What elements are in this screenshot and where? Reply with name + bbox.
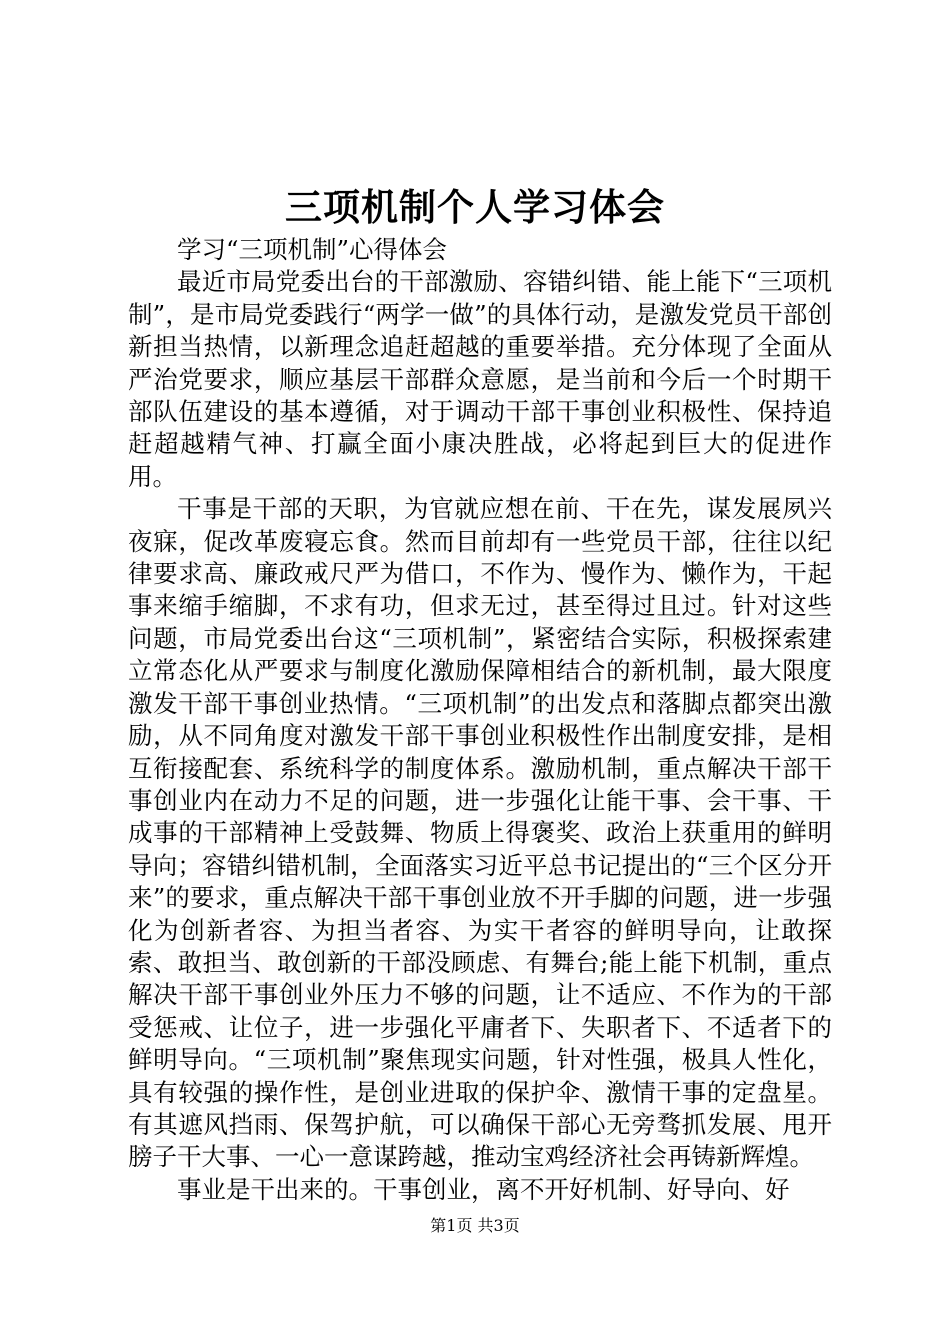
page-footer: 第1页 共3页 [430, 1216, 520, 1235]
paragraph-main: 干事是干部的天职，为官就应想在前、干在先，谋发展夙兴夜寐，促改革废寝忘食。然而目前却有一些党员干部，往往以纪律要求高、廉政戒尺严为借口，不作为、慢作为、懒作为，干起事来缩手缩脚，不求有功，但求无过，甚至得过且过。针对这些问题，市局党委出台这“三项机制”，紧密结合实际，积极探索建立常态化从严要求与制度化激励保障相结合的新机制，最大限度激发干部干事创业热情。“三项机制”的出发点和落脚点都突出激励，从不同角度对激发干部干事创业积极性作出制度安排，是相互衔接配套、系统科学的制度体系。激励机制，重点解决干部干事创业内在动力不足的问题，进一步强化让能干事、会干事、干成事的干部精神上受鼓舞、物质上得褒奖、政治上获重用的鲜明导向；容错纠错机制，全面落实习近平总书记提出的“三个区分开来”的要求，重点解决干部干事创业放不开手脚的问题，进一步强化为创新者容、为担当者容、为实干者容的鲜明导向，让敢探索、敢担当、敢创新的干部没顾虑、有舞台;能上能下机制，重点解决干部干事创业外压力不够的问题，让不适应、不作为的干部受惩戒、让位子，进一步强化平庸者下、失职者下、不适者下的鲜明导向。“三项机制”聚焦现实问题，针对性强，极具人性化，具有较强的操作性，是创业进取的保护伞、激情干事的定盘星。有其遮风挡雨、保驾护航，可以确保干部心无旁骛抓发展、甩开膀子干大事、一心一意谋跨越，推动宝鸡经济社会再铸新辉煌。 [128, 494, 832, 1172]
document-title: 三项机制个人学习体会 [285, 186, 665, 229]
paragraph-continued: 事业是干出来的。干事创业，离不开好机制、好导向、好 [177, 1174, 790, 1204]
paragraph-intro: 最近市局党委出台的干部激励、容错纠错、能上能下“三项机制”，是市局党委践行“两学一做”的具体行动，是激发党员干部创新担当热情，以新理念追赶超越的重要举措。充分体现了全面从严治党要求，顺应基层干部群众意愿，是当前和今后一个时期干部队伍建设的基本遵循，对于调动干部干事创业积极性、保持追赶超越精气神、打赢全面小康决胜战，必将起到巨大的促进作用。 [128, 267, 832, 491]
paragraph-subtitle: 学习“三项机制”心得体会 [177, 235, 448, 264]
document-body [128, 234, 832, 1206]
